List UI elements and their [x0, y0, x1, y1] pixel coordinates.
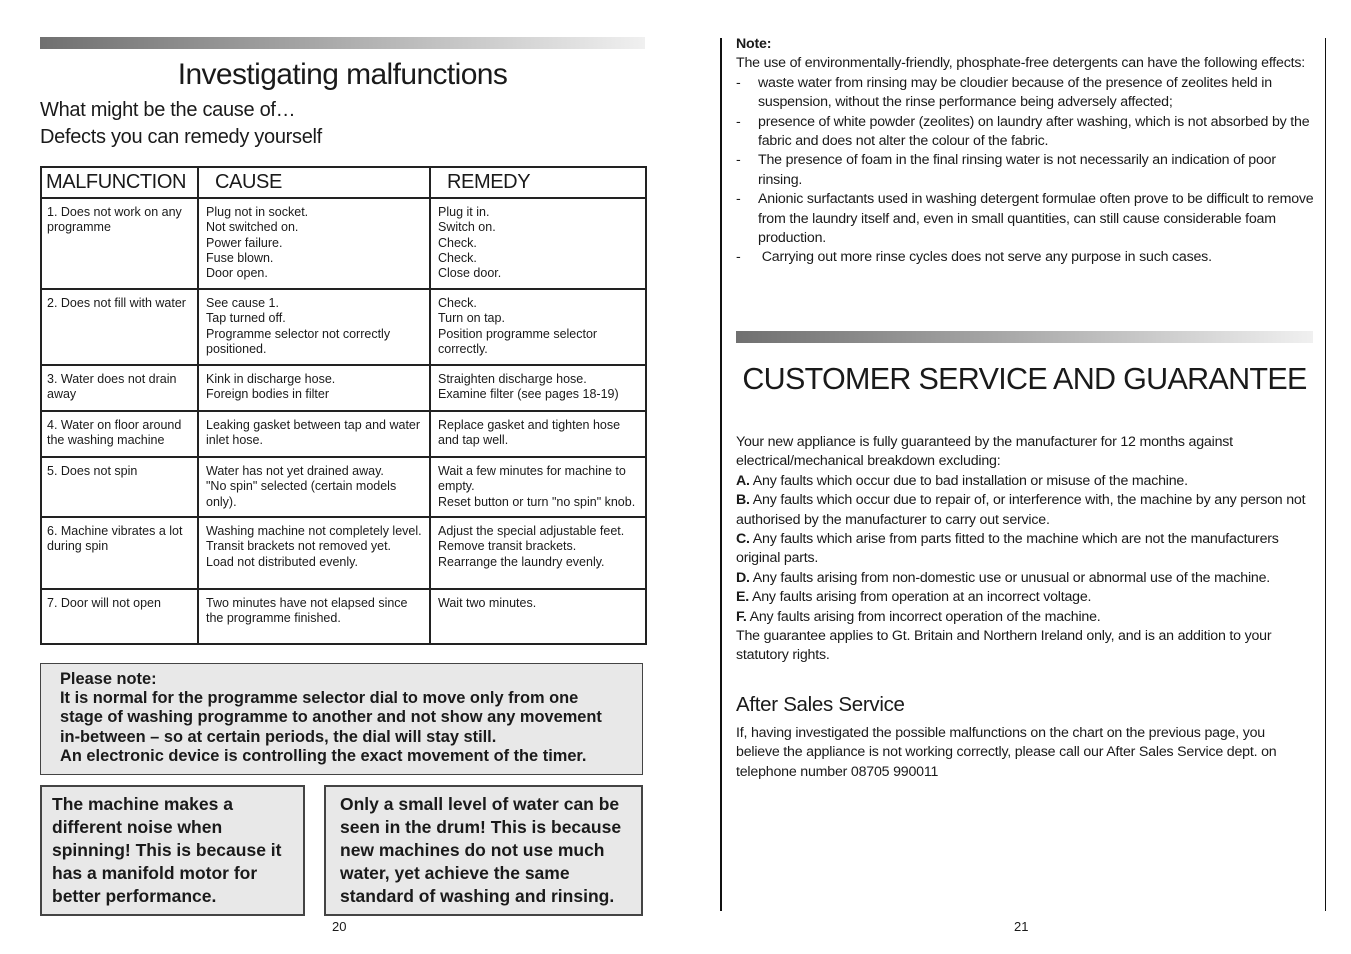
remedy-cell [430, 517, 646, 589]
header-remedy: REMEDY [430, 167, 646, 198]
note-item-text: waste water from rinsing may be cloudier because of the presence of zeolites held in suspension, without the rinse performance being adversely affected; [758, 74, 1276, 111]
subtitle-defects: Defects you can remedy yourself [40, 126, 322, 148]
please-note-line: An electronic device is controlling the exact movement of the timer. [60, 746, 587, 765]
remedy-line: Wait two minutes. [438, 596, 537, 610]
list-dash: - [736, 191, 741, 208]
page-divider-right [1325, 38, 1326, 911]
cause-line: Transit brackets not removed yet. [206, 539, 392, 554]
remedy-line: Turn on tap. [438, 311, 505, 326]
note-item-text: Carrying out more rinse cycles does not serve any purpose in such cases. [758, 249, 1212, 266]
cause-cell [198, 365, 430, 411]
remedy-line: Check. [438, 250, 477, 265]
table-row [41, 365, 646, 411]
noise-line: better performance. [52, 886, 217, 906]
cause-line: Power failure. [206, 235, 283, 250]
water-line: water, yet achieve the same [340, 863, 570, 883]
guarantee-item [736, 588, 1316, 607]
cause-cell [198, 589, 430, 644]
cause-line: See cause 1. [206, 296, 279, 310]
right-header-bar [736, 331, 1313, 343]
remedy-line: Position programme selector correctly. [438, 326, 598, 356]
noise-line: different noise when [52, 817, 223, 837]
left-header-bar [40, 37, 645, 49]
malfunction-table [40, 166, 647, 645]
please-note-heading: Please note: [60, 670, 157, 688]
note-list-item [736, 151, 1321, 190]
remedy-cell [430, 411, 646, 457]
remedy-line: Remove transit brackets. [438, 539, 577, 554]
guarantee-letter: C. [736, 531, 750, 548]
remedy-line: Switch on. [438, 220, 496, 235]
page-divider-left [720, 38, 722, 911]
note-list-item [736, 113, 1321, 152]
note-intro: The use of environmentally-friendly, phosphate-free detergents can have the following effects: [736, 55, 1306, 72]
water-level-info-box [324, 785, 643, 916]
noise-line: spinning! This is because it [52, 840, 282, 860]
table-row [41, 457, 646, 517]
cause-line: Two minutes have not elapsed since the programme finished. [206, 596, 408, 626]
please-note-line: in-between – so at certain periods, the dial will stay still. [60, 727, 497, 746]
after-sales-heading: After Sales Service [736, 693, 905, 716]
cause-line: "No spin" selected (certain models only). [206, 479, 397, 509]
cause-cell [198, 411, 430, 457]
remedy-cell [430, 365, 646, 411]
guarantee-text: Any faults arising from operation at an incorrect voltage. [749, 589, 1092, 606]
cause-cell [198, 457, 430, 517]
note-list [736, 74, 1321, 268]
list-dash: - [736, 113, 741, 130]
table-row [41, 198, 646, 289]
detergent-note [736, 35, 1321, 268]
remedy-line: Reset button or turn "no spin" knob. [438, 494, 636, 509]
remedy-line: Rearrange the laundry evenly. [438, 554, 605, 569]
note-list-item [736, 248, 1321, 267]
note-item-text: The presence of foam in the final rinsing water is not necessarily an indication of poor rinsing. [758, 152, 1280, 188]
guarantee-text: Any faults which arise from parts fitted to the machine which are not the manufacturers original parts. [736, 531, 1279, 567]
cause-line: Plug not in socket. [206, 205, 309, 219]
header-malfunction: MALFUNCTION [41, 167, 198, 198]
guarantee-section [736, 433, 1316, 666]
guarantee-item [736, 491, 1316, 530]
malfunction-cell: 5. Does not spin [41, 457, 198, 517]
please-note-line: stage of washing programme to another and not show any movement [60, 708, 602, 727]
remedy-line: Adjust the special adjustable feet. [438, 524, 625, 538]
guarantee-text: Any faults which occur due to bad installation or misuse of the machine. [749, 472, 1188, 489]
noise-line: has a manifold motor for [52, 863, 258, 883]
cause-cell [198, 289, 430, 365]
cause-line: Fuse blown. [206, 250, 274, 265]
note-item-text: Anionic surfactants used in washing detergent formulae often prove to be difficult to remove from the laundry itself and, even in small quantities, can still cause considerable foam production. [758, 191, 1318, 247]
guarantee-item [736, 569, 1316, 588]
remedy-line: Straighten discharge hose. [438, 372, 587, 386]
table-row [41, 289, 646, 365]
remedy-line: Check. [438, 296, 477, 310]
guarantee-letter: D. [736, 569, 750, 586]
guarantee-text: Any faults arising from non-domestic use or unusual or abnormal use of the machine. [749, 569, 1271, 586]
note-item-text: presence of white powder (zeolites) on laundry after washing, which is not absorbed by the fabric and does not alter the colour of the fabric. [758, 113, 1314, 150]
cause-line: Water has not yet drained away. [206, 464, 384, 478]
cause-line: Programme selector not correctly positioned. [206, 326, 391, 356]
page-number-left: 20 [332, 919, 347, 934]
remedy-cell [430, 457, 646, 517]
malfunction-cell: 4. Water on floor around the washing machine [41, 411, 198, 457]
cause-line: Tap turned off. [206, 311, 286, 326]
malfunction-cell: 6. Machine vibrates a lot during spin [41, 517, 198, 589]
malfunction-cell: 2. Does not fill with water [41, 289, 198, 365]
remedy-cell [430, 289, 646, 365]
guarantee-item [736, 608, 1316, 627]
guarantee-item [736, 530, 1316, 569]
malfunction-cell: 1. Does not work on any programme [41, 198, 198, 289]
page-title: Investigating malfunctions [177, 58, 508, 91]
note-list-item [736, 190, 1321, 248]
after-sales-text: If, having investigated the possible malfunctions on the chart on the previous page, you believe the appliance is not working correctly, please call our After Sales Service dept. on telephone number 08705 990011 [736, 725, 1277, 780]
remedy-line: Close door. [438, 266, 502, 281]
cause-cell [198, 198, 430, 289]
guarantee-letter: B. [736, 492, 750, 509]
remedy-line: Replace gasket and tighten hose and tap well. [438, 418, 621, 448]
remedy-line: Wait a few minutes for machine to empty. [438, 464, 626, 494]
note-heading: Note: [736, 36, 772, 52]
guarantee-item [736, 472, 1316, 491]
list-dash: - [736, 152, 741, 169]
malfunction-cell: 7. Door will not open [41, 589, 198, 644]
guarantee-letter: E. [736, 589, 750, 606]
malfunction-cell: 3. Water does not drain away [41, 365, 198, 411]
guarantee-text: Any faults arising from incorrect operation of the machine. [746, 608, 1101, 625]
water-line: standard of washing and rinsing. [340, 886, 615, 906]
list-dash: - [736, 249, 741, 266]
cause-line: Leaking gasket between tap and water inlet hose. [206, 418, 421, 448]
guarantee-letter: F. [736, 608, 747, 625]
remedy-line: Plug it in. [438, 205, 490, 219]
table-row [41, 517, 646, 589]
subtitle-cause: What might be the cause of… [40, 99, 296, 121]
remedy-cell [430, 198, 646, 289]
remedy-line: Check. [438, 235, 477, 250]
remedy-cell [430, 589, 646, 644]
header-cause: CAUSE [198, 167, 430, 198]
guarantee-closing: The guarantee applies to Gt. Britain and Northern Ireland only, and is an addition to your statutory rights. [736, 628, 1272, 664]
page-number-right: 21 [1014, 919, 1029, 934]
guarantee-intro: Your new appliance is fully guaranteed by the manufacturer for 12 months against electrical/mechanical breakdown excluding: [736, 434, 1233, 470]
cause-line: Foreign bodies in filter [206, 387, 329, 402]
remedy-line: Examine filter (see pages 18-19) [438, 387, 619, 402]
cause-line: Not switched on. [206, 220, 299, 235]
customer-service-title: CUSTOMER SERVICE AND GUARANTEE [742, 362, 1307, 396]
cause-line: Load not distributed evenly. [206, 554, 358, 569]
list-dash: - [736, 74, 741, 91]
table-row [41, 411, 646, 457]
note-list-item [736, 74, 1321, 113]
water-line: seen in the drum! This is because [340, 817, 622, 837]
noise-info-box [40, 785, 305, 916]
please-note-box [40, 663, 643, 775]
cause-line: Kink in discharge hose. [206, 372, 336, 386]
cause-line: Washing machine not completely level. [206, 524, 422, 538]
cause-cell [198, 517, 430, 589]
noise-line: The machine makes a [52, 794, 233, 814]
guarantee-text: Any faults which occur due to repair of, or interference with, the machine by any person not authorised by the manufacturer to carry out service. [736, 492, 1306, 528]
water-line: Only a small level of water can be [340, 794, 620, 814]
table-row [41, 589, 646, 644]
cause-line: Door open. [206, 266, 268, 281]
please-note-line: It is normal for the programme selector dial to move only from one [60, 689, 579, 708]
water-line: new machines do not use much [340, 840, 605, 860]
guarantee-letter: A. [736, 472, 750, 489]
